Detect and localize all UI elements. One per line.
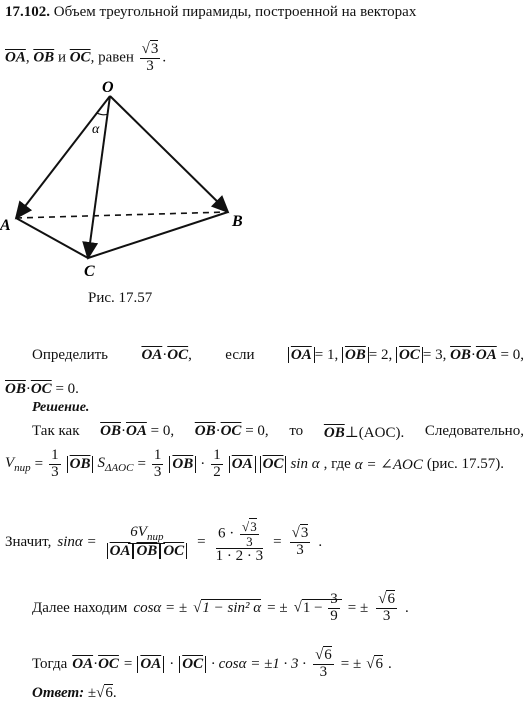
comma: , [25, 49, 30, 66]
root-six: 6 [375, 655, 383, 672]
angle-arc [97, 113, 108, 115]
fraction-denominator: 9 [330, 607, 338, 624]
figure-reference: (рис. 17.57). [426, 455, 505, 472]
vector-ob: $\overline{OB}$ [5, 381, 26, 397]
therefore-text: Следовательно, [424, 423, 524, 439]
conjunction: и [57, 49, 66, 66]
fraction-denominator: 3 [319, 663, 328, 680]
volume-subscript: пир [14, 461, 31, 474]
fraction-numerator: 1 [153, 447, 162, 463]
volume-fraction [140, 42, 161, 75]
edge-cb [88, 212, 228, 258]
root-three: 3 [250, 519, 257, 534]
fraction-denominator: 3 [296, 542, 304, 559]
condition-value: = 0, [500, 347, 524, 363]
vector-oc: $\overline{OC}$ [167, 347, 189, 363]
final-middle: · cosα = ±1 · 3 · [211, 655, 307, 672]
vector-oa: $\overline{OA}$ [141, 347, 163, 363]
condition-value: = 0. [55, 381, 79, 397]
equals-plus-minus: = ± [267, 599, 288, 616]
where-text: , где [323, 455, 351, 472]
label-o: O [102, 79, 114, 96]
sin-lhs: sinα = [57, 534, 97, 551]
fraction-denominator: 3 [246, 533, 253, 549]
answer-sign: ± [87, 685, 97, 701]
vector-ob: $\overline{OB}$ [450, 347, 471, 363]
volume-subscript: пир [146, 530, 164, 543]
period: . [387, 655, 392, 672]
comma: , [188, 347, 192, 363]
root-six: 6 [324, 647, 332, 663]
vector-ob: $\overline{OB}$ [172, 455, 194, 472]
vector-oa: $\overline{OA}$ [126, 423, 147, 439]
vector-ob: $\overline{OB}$ [100, 423, 122, 439]
equals-plus-minus: = ± [347, 599, 369, 616]
solution-line-1 [32, 423, 524, 442]
area-symbol: S [97, 454, 105, 471]
under-root-1: 1 − sin² α [202, 599, 262, 616]
volume-symbol: V [5, 454, 15, 471]
area-subscript: ΔAOC [104, 461, 134, 474]
vector-oc: $\overline{OC}$ [163, 543, 185, 560]
label-a: A [0, 217, 11, 234]
fraction-denominator: 2 [213, 463, 221, 480]
condition-value: = 1, [314, 347, 339, 363]
cos-expression: cosα = ± [133, 599, 188, 616]
target-expression [141, 347, 191, 364]
vector-oa: $\overline{OA}$ [231, 455, 253, 472]
six-v: 6V [130, 523, 147, 540]
denominator-product: 1 · 2 · 3 [215, 548, 264, 565]
equals-sign: = [197, 534, 206, 551]
if-text: если [225, 347, 255, 363]
vector-ob: $\overline{OB}$ [194, 423, 216, 439]
vector-oc: $\overline{OC}$ [98, 655, 119, 672]
vector-oa: $\overline{OA}$ [72, 655, 94, 672]
then-text: Тогда [32, 655, 68, 672]
equals-sign: = [137, 455, 146, 472]
period: . [404, 599, 409, 616]
then-find-text: Далее находим [32, 599, 128, 616]
task-line-2: $\overline{OB}\cdot\overline{OC} = 0$. [5, 381, 79, 397]
vector-oa: $\overline{OA}$ [5, 49, 26, 66]
equals-sign: = [34, 455, 44, 472]
vector-oc: $\overline{OC}$ [220, 423, 242, 439]
volume-formula: $V_{пир}$ = $\frac{1}{3}$ $\overline{OB}$ $S_{\Delta AOC}$ = $\frac{1}{3}$ $\overline{OB}$ · $\frac{1}{2}$ $\overline{OA}$ $\overline{OC}$ sin α , где α = ∠AOC (рис. 17.57). [5, 447, 505, 480]
sqrt-icon: √ [141, 41, 150, 57]
under-root-2: 1 − [302, 599, 323, 616]
root-six: 6 [387, 591, 395, 607]
solution-heading: Решение. [32, 400, 90, 415]
fraction-denominator: 3 [51, 463, 59, 480]
vector-ob: $\overline{OB}$ [69, 455, 91, 472]
problem-number: 17.102. [5, 4, 50, 20]
perp-text: ⊥(AOC). [344, 425, 405, 441]
define-text: Определить [32, 347, 109, 363]
vector-ob: $\overline{OB}$ [33, 49, 55, 66]
value: = 0, [245, 423, 269, 439]
sin-alpha: sin α [290, 455, 320, 472]
dot-sign: · [162, 347, 168, 363]
cos-formula: Далее находим cosα = ± √1 − sin² α = ± √1 − $\frac{3}{9}$ = ± $\frac{√6}{3}$ . [32, 591, 409, 624]
equals-sign: = [123, 655, 133, 672]
answer-line: Ответ: ±√6. [32, 685, 117, 701]
six-times: 6 · [218, 525, 235, 542]
condition-value: = 3, [422, 347, 447, 363]
problem-title [5, 4, 416, 21]
vector-oa: $\overline{OA}$ [109, 543, 131, 560]
vector-oa: $\overline{OA}$ [475, 347, 497, 363]
fraction-numerator: 3 [330, 591, 338, 607]
equals-text: , равен [90, 49, 134, 66]
conditions: $\overline{OA} = 1$, $\overline{OB} = 2$, $\overline{OC} = 3$, $\overline{OB}\cdot\overline{OA} = 0$, [288, 347, 524, 364]
pyramid-figure [0, 78, 260, 278]
ortho-condition-1: $\overline{OB}\cdot\overline{OA} = 0$, [100, 423, 175, 439]
period: . [318, 534, 323, 551]
edge-ab-hidden [16, 212, 228, 218]
label-b: B [232, 213, 243, 230]
vector-oc: $\overline{OC}$ [262, 455, 284, 472]
final-formula: Тогда $\overline{OA}\cdot\overline{OC}$ = $\overline{OA}$ · $\overline{OC}$ · cosα = ±1 · 3 · $\frac{√6}{3}$ = ± √6 . [32, 647, 392, 680]
label-alpha: α [92, 122, 100, 137]
root-three: 3 [300, 525, 309, 542]
fraction-denominator: 3 [146, 57, 154, 74]
vector-ob: $\overline{OB}$ [323, 425, 345, 441]
vector-oa: $\overline{OA}$ [290, 347, 312, 363]
problem-vectors-line [5, 42, 166, 75]
vector-ob: $\overline{OB}$ [344, 347, 366, 363]
figure-caption: Рис. 17.57 [88, 290, 153, 306]
value: = 0, [150, 423, 175, 439]
fraction-numerator: 1 [213, 447, 221, 463]
label-c: C [84, 263, 95, 278]
fraction-numerator: 1 [51, 447, 59, 463]
vector-oc: $\overline{OC}$ [182, 655, 204, 672]
equals-sign: = [273, 534, 282, 551]
problem-title-text: Объем треугольной пирамиды, построенной на векторах [53, 4, 417, 20]
perpendicular-statement [324, 423, 404, 442]
then-text: то [289, 423, 304, 439]
final-result: = ± [340, 655, 362, 672]
period: . [112, 685, 117, 701]
fraction-numerator: 3 [150, 41, 159, 57]
vector-ob: $\overline{OB}$ [136, 543, 158, 560]
vector-oc: $\overline{OC}$ [399, 347, 420, 363]
ortho-condition-2: $\overline{OB}\cdot\overline{OC} = 0$, [194, 423, 269, 439]
vector-oc: $\overline{OC}$ [69, 49, 91, 66]
vector-oc: $\overline{OC}$ [30, 381, 52, 397]
fraction-denominator: 3 [382, 607, 391, 624]
sin-formula: Значит, sinα = $\frac{6V_{пир}}{\overline{OA} \overline{OB} \overline{OC}}$ = 6 · $\frac{√3}{3}$ 1 · 2 · 3 = $\frac{√3}{3}$ . [5, 519, 323, 565]
task-line-1 [32, 347, 524, 364]
alpha-definition: α = ∠AOC [354, 456, 423, 473]
answer-root: 6 [105, 685, 113, 701]
hence-text: Значит, [5, 534, 52, 551]
since-text: Так как [32, 423, 80, 439]
vector-oa: $\overline{OA}$ [140, 655, 162, 672]
answer-label: Ответ: [32, 685, 85, 701]
period: . [162, 49, 167, 66]
condition-value: = 2, [368, 347, 393, 363]
edge-ob [110, 96, 228, 212]
fraction-denominator: 3 [153, 463, 162, 480]
edge-ac [16, 218, 88, 258]
